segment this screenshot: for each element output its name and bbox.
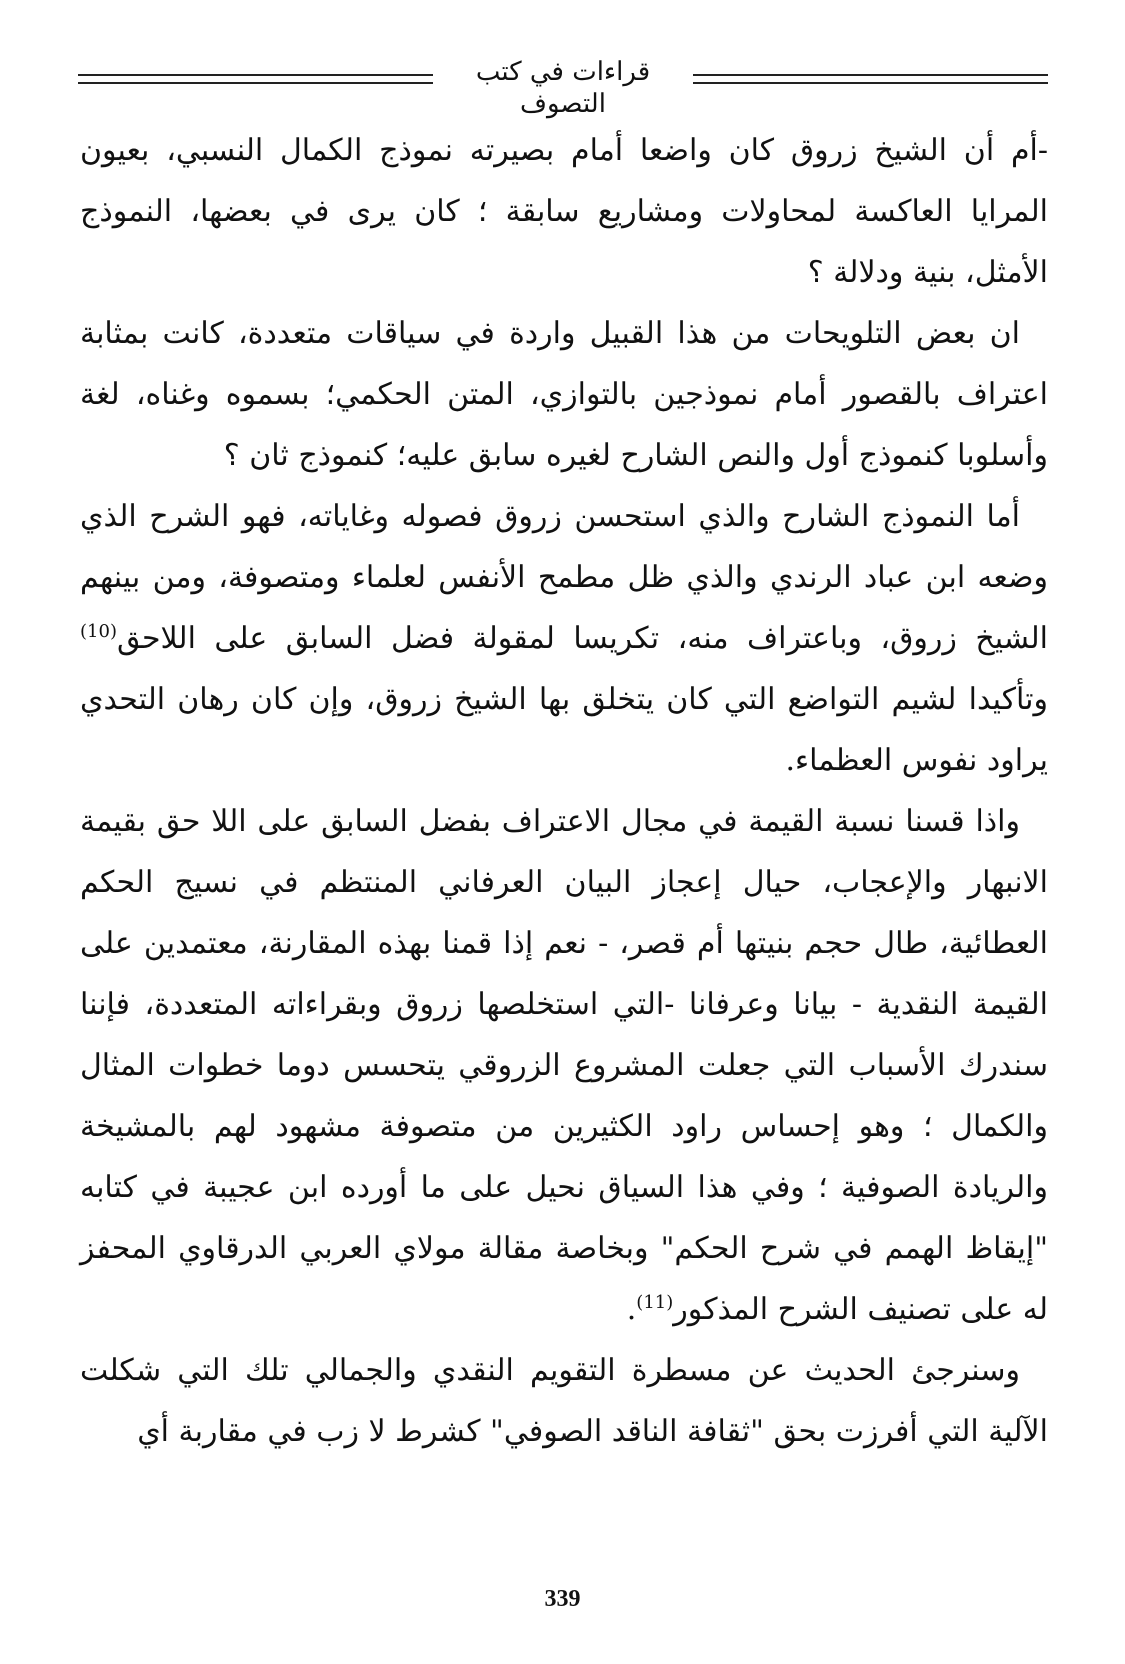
footnote-marker: (10) <box>80 621 117 642</box>
paragraph <box>80 486 1048 791</box>
paragraph-text: وتأكيدا لشيم التواضع التي كان يتخلق بها الشيخ زروق، وإن كان رهان التحدي يراود نفوس العظماء. <box>80 682 1048 778</box>
paragraph <box>80 1340 1048 1462</box>
paragraph-text: وسنرجئ الحديث عن مسطرة التقويم النقدي والجمالي تلك التي شكلت الآلية التي أفرزت بحق "ثقافة الناقد الصوفي" كشرط لا زب في مقاربة أي <box>80 1353 1048 1449</box>
paragraph-text: . <box>626 1292 637 1327</box>
header-rule-right <box>693 74 1048 84</box>
paragraph <box>80 303 1048 486</box>
body-text <box>80 120 1048 1462</box>
footnote-marker: (11) <box>636 1292 674 1313</box>
running-header-title: قراءات في كتب التصوف <box>433 56 693 120</box>
header-rule-left <box>78 74 433 84</box>
paragraph <box>80 791 1048 1340</box>
page-number: 339 <box>544 1586 581 1612</box>
running-header <box>78 56 1048 119</box>
paragraph-text: ان بعض التلويحات من هذا القبيل واردة في سياقات متعددة، كانت بمثابة اعتراف بالقصور أمام نموذجين بالتوازي، المتن الحكمي؛ بسموه وغناه، لغة وأسلوبا كنموذج أول والنص الشارح لغيره سابق عليه؛ كنموذج ثان ؟ <box>80 316 1048 473</box>
paragraph <box>80 120 1048 303</box>
paragraph-text: -أم أن الشيخ زروق كان واضعا أمام بصيرته نموذج الكمال النسبي، بعيون المرايا العاكسة لمحاولات ومشاريع سابقة ؛ كان يرى في بعضها، النموذج الأمثل، بنية ودلالة ؟ <box>80 133 1048 290</box>
paragraph-text: واذا قسنا نسبة القيمة في مجال الاعتراف بفضل السابق على اللا حق بقيمة الانبهار والإعجاب، حيال إعجاز البيان العرفاني المنتظم في نسيج الحكم العطائية، طال حجم بنيتها أم قصر، - نعم إذا قمنا بهذه المقارنة، معتمدين على القيمة النقدية - بيانا وعرفانا -التي استخلصها زروق وبقراءاته المتعددة، فإننا سندرك الأسباب التي جعلت المشروع الزروقي يتحسس دوما خطوات المثال والكمال ؛ وهو إحساس راود الكثيرين من متصوفة مشهود لهم بالمشيخة والريادة الصوفية ؛ وفي هذا السياق نحيل على ما أورده ابن عجيبة في كتابه "إيقاظ الهمم في شرح الحكم" وبخاصة مقالة مولاي العربي الدرقاوي المحفز له على تصنيف الشرح المذكور <box>80 804 1048 1327</box>
paragraph-text: أما النموذج الشارح والذي استحسن زروق فصوله وغاياته، فهو الشرح الذي وضعه ابن عباد الرندي والذي ظل مطمح الأنفس لعلماء ومتصوفة، ومن بينهم الشيخ زروق، وباعتراف منه، تكريسا لمقولة فضل السابق على اللاحق <box>80 499 1048 656</box>
